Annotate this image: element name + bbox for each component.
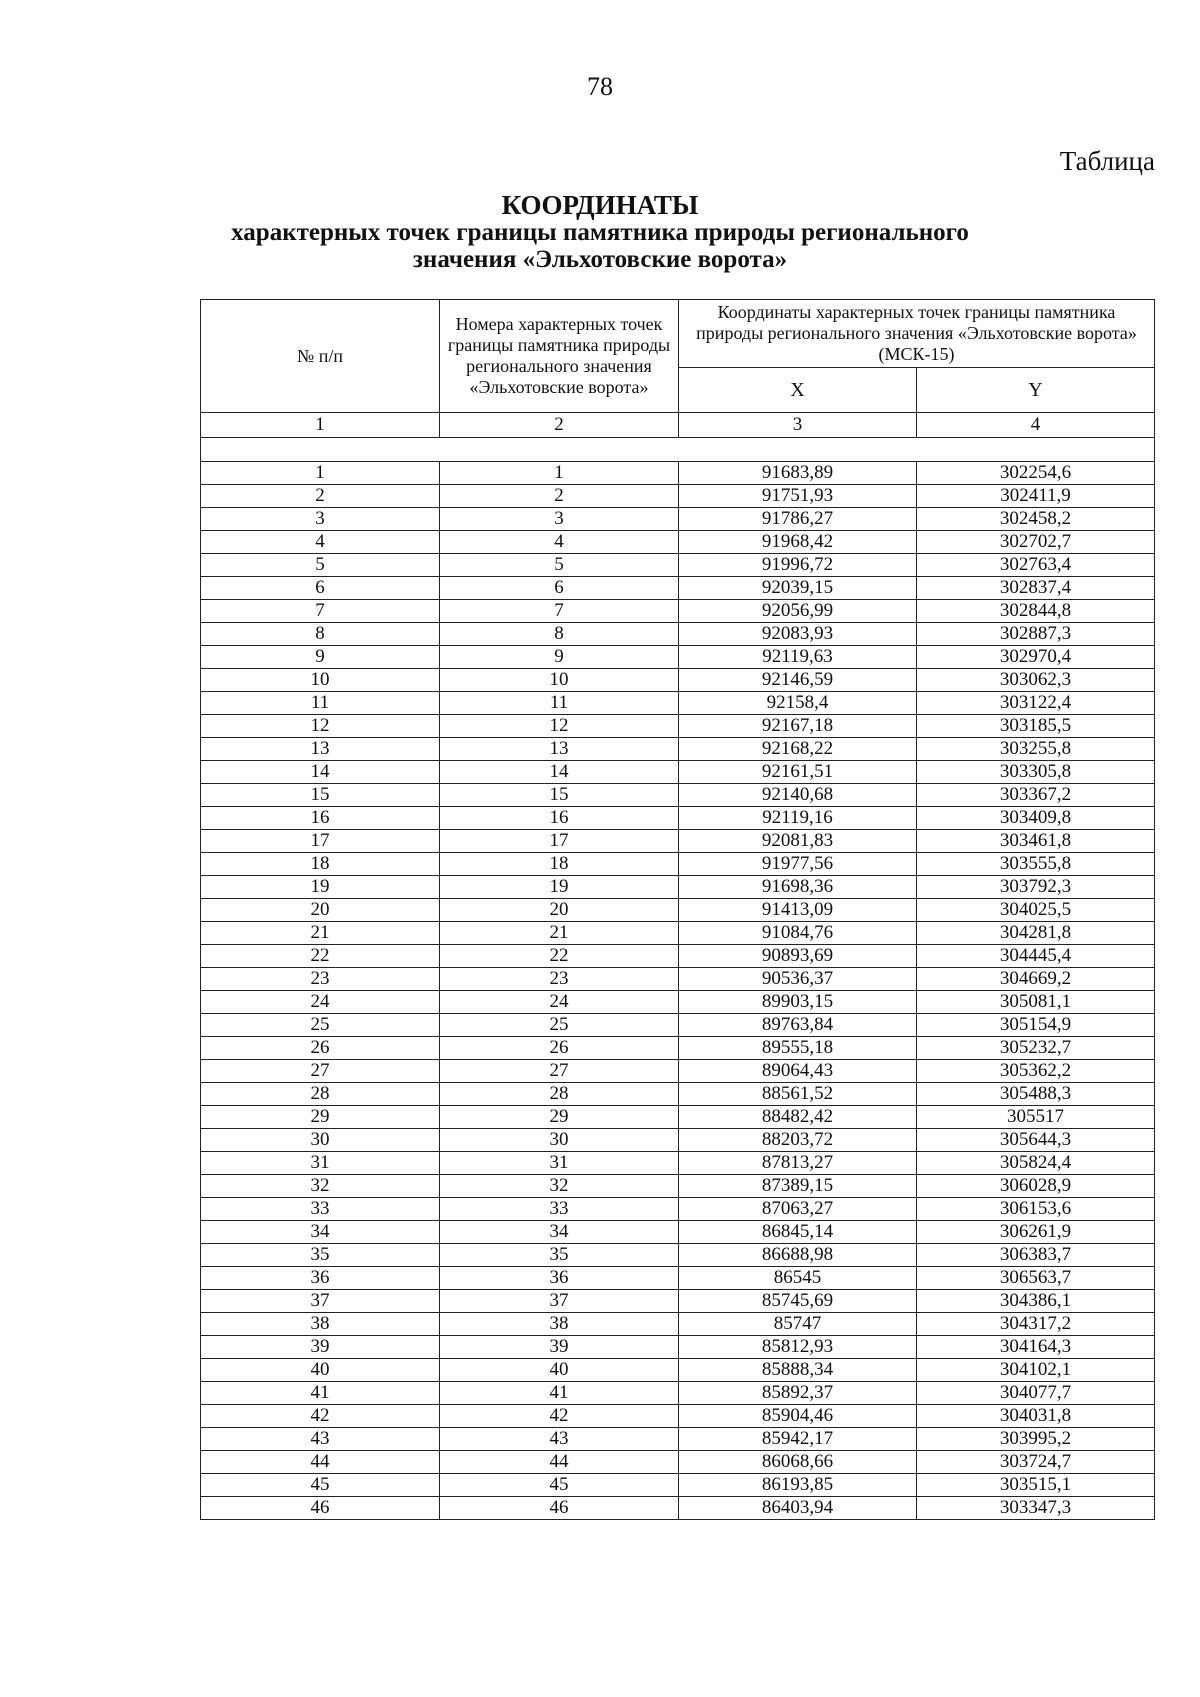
column-number-2: 2 <box>440 413 679 438</box>
cell-x: 91996,72 <box>679 554 917 577</box>
cell-x: 91084,76 <box>679 922 917 945</box>
table-row <box>201 1175 1155 1198</box>
cell-y: 303255,8 <box>917 738 1155 761</box>
cell-y: 302887,3 <box>917 623 1155 646</box>
cell-row-number: 14 <box>201 761 440 784</box>
cell-y: 304669,2 <box>917 968 1155 991</box>
cell-x: 92119,16 <box>679 807 917 830</box>
cell-point-number: 41 <box>440 1382 679 1405</box>
cell-row-number: 25 <box>201 1014 440 1037</box>
cell-y: 303995,2 <box>917 1428 1155 1451</box>
cell-row-number: 15 <box>201 784 440 807</box>
cell-x: 87063,27 <box>679 1198 917 1221</box>
cell-row-number: 46 <box>201 1497 440 1520</box>
cell-y: 305081,1 <box>917 991 1155 1014</box>
cell-y: 303461,8 <box>917 830 1155 853</box>
cell-point-number: 22 <box>440 945 679 968</box>
cell-y: 302702,7 <box>917 531 1155 554</box>
cell-y: 305232,7 <box>917 1037 1155 1060</box>
cell-point-number: 29 <box>440 1106 679 1129</box>
cell-point-number: 3 <box>440 508 679 531</box>
cell-row-number: 17 <box>201 830 440 853</box>
table-row <box>201 1129 1155 1152</box>
cell-y: 306563,7 <box>917 1267 1155 1290</box>
table-row <box>201 646 1155 669</box>
cell-x: 87813,27 <box>679 1152 917 1175</box>
cell-point-number: 36 <box>440 1267 679 1290</box>
table-row <box>201 1336 1155 1359</box>
cell-point-number: 9 <box>440 646 679 669</box>
cell-y: 302411,9 <box>917 485 1155 508</box>
cell-y: 304317,2 <box>917 1313 1155 1336</box>
coordinates-table <box>200 299 1155 1520</box>
cell-y: 304281,8 <box>917 922 1155 945</box>
cell-y: 302254,6 <box>917 462 1155 485</box>
table-row <box>201 1014 1155 1037</box>
cell-y: 302837,4 <box>917 577 1155 600</box>
cell-x: 91968,42 <box>679 531 917 554</box>
table-row <box>201 577 1155 600</box>
cell-point-number: 8 <box>440 623 679 646</box>
cell-point-number: 34 <box>440 1221 679 1244</box>
cell-point-number: 18 <box>440 853 679 876</box>
cell-x: 90536,37 <box>679 968 917 991</box>
cell-x: 86545 <box>679 1267 917 1290</box>
cell-x: 92119,63 <box>679 646 917 669</box>
table-row <box>201 1474 1155 1497</box>
table-row <box>201 600 1155 623</box>
table-row <box>201 1405 1155 1428</box>
cell-x: 86845,14 <box>679 1221 917 1244</box>
cell-row-number: 27 <box>201 1060 440 1083</box>
table-row <box>201 830 1155 853</box>
title-line-2: значения «Эльхотовские ворота» <box>412 246 788 273</box>
cell-y: 304386,1 <box>917 1290 1155 1313</box>
cell-point-number: 43 <box>440 1428 679 1451</box>
cell-y: 303409,8 <box>917 807 1155 830</box>
table-row <box>201 1106 1155 1129</box>
cell-row-number: 24 <box>201 991 440 1014</box>
table-row <box>201 1083 1155 1106</box>
cell-row-number: 32 <box>201 1175 440 1198</box>
cell-point-number: 19 <box>440 876 679 899</box>
table-row <box>201 1060 1155 1083</box>
cell-point-number: 32 <box>440 1175 679 1198</box>
cell-x: 89555,18 <box>679 1037 917 1060</box>
cell-point-number: 12 <box>440 715 679 738</box>
cell-row-number: 36 <box>201 1267 440 1290</box>
table-row <box>201 968 1155 991</box>
cell-y: 305488,3 <box>917 1083 1155 1106</box>
cell-point-number: 38 <box>440 1313 679 1336</box>
cell-y: 302763,4 <box>917 554 1155 577</box>
cell-row-number: 18 <box>201 853 440 876</box>
cell-x: 92083,93 <box>679 623 917 646</box>
cell-row-number: 12 <box>201 715 440 738</box>
title-line-1: характерных точек границы памятника природы регионального <box>231 219 969 246</box>
cell-y: 304031,8 <box>917 1405 1155 1428</box>
header-point-numbers: Номера характерных точек границы памятника природы регионального значения «Эльхотовские ворота» <box>440 300 679 413</box>
table-row <box>201 623 1155 646</box>
table-row <box>201 784 1155 807</box>
cell-x: 92056,99 <box>679 600 917 623</box>
header-x: X <box>679 368 917 413</box>
cell-x: 89064,43 <box>679 1060 917 1083</box>
table-row <box>201 922 1155 945</box>
cell-point-number: 14 <box>440 761 679 784</box>
table-row <box>201 715 1155 738</box>
cell-y: 304164,3 <box>917 1336 1155 1359</box>
cell-x: 91413,09 <box>679 899 917 922</box>
cell-y: 305824,4 <box>917 1152 1155 1175</box>
cell-point-number: 16 <box>440 807 679 830</box>
cell-point-number: 46 <box>440 1497 679 1520</box>
table-row <box>201 991 1155 1014</box>
title-main: КООРДИНАТЫ <box>501 190 699 220</box>
cell-x: 86403,94 <box>679 1497 917 1520</box>
cell-row-number: 29 <box>201 1106 440 1129</box>
cell-point-number: 2 <box>440 485 679 508</box>
cell-row-number: 13 <box>201 738 440 761</box>
cell-x: 88203,72 <box>679 1129 917 1152</box>
cell-point-number: 10 <box>440 669 679 692</box>
cell-x: 85747 <box>679 1313 917 1336</box>
table-row <box>201 1152 1155 1175</box>
cell-point-number: 15 <box>440 784 679 807</box>
cell-row-number: 42 <box>201 1405 440 1428</box>
cell-row-number: 9 <box>201 646 440 669</box>
table-label: Таблица <box>1059 146 1155 176</box>
cell-row-number: 41 <box>201 1382 440 1405</box>
table-row <box>201 945 1155 968</box>
cell-x: 85812,93 <box>679 1336 917 1359</box>
cell-x: 87389,15 <box>679 1175 917 1198</box>
cell-y: 305362,2 <box>917 1060 1155 1083</box>
table-row <box>201 485 1155 508</box>
column-number-1: 1 <box>201 413 440 438</box>
cell-row-number: 39 <box>201 1336 440 1359</box>
cell-point-number: 40 <box>440 1359 679 1382</box>
cell-row-number: 11 <box>201 692 440 715</box>
table-row <box>201 1313 1155 1336</box>
cell-y: 304445,4 <box>917 945 1155 968</box>
cell-row-number: 4 <box>201 531 440 554</box>
cell-x: 86193,85 <box>679 1474 917 1497</box>
cell-x: 92158,4 <box>679 692 917 715</box>
cell-y: 306261,9 <box>917 1221 1155 1244</box>
table-row <box>201 1037 1155 1060</box>
table-row <box>201 1198 1155 1221</box>
table-row <box>201 669 1155 692</box>
table-row <box>201 807 1155 830</box>
cell-row-number: 40 <box>201 1359 440 1382</box>
cell-row-number: 19 <box>201 876 440 899</box>
table-row <box>201 1267 1155 1290</box>
cell-row-number: 35 <box>201 1244 440 1267</box>
header-coordinates-group: Координаты характерных точек границы памятника природы регионального значения «Эльхотовские ворота» (МСК-15) <box>679 300 1155 368</box>
cell-x: 85892,37 <box>679 1382 917 1405</box>
table-row <box>201 899 1155 922</box>
cell-x: 86068,66 <box>679 1451 917 1474</box>
cell-row-number: 22 <box>201 945 440 968</box>
table-row <box>201 508 1155 531</box>
cell-x: 91751,93 <box>679 485 917 508</box>
cell-row-number: 30 <box>201 1129 440 1152</box>
table-row <box>201 1382 1155 1405</box>
cell-point-number: 23 <box>440 968 679 991</box>
table-row <box>201 761 1155 784</box>
cell-point-number: 4 <box>440 531 679 554</box>
column-number-3: 3 <box>679 413 917 438</box>
cell-x: 85745,69 <box>679 1290 917 1313</box>
table-row <box>201 554 1155 577</box>
cell-row-number: 31 <box>201 1152 440 1175</box>
cell-point-number: 33 <box>440 1198 679 1221</box>
cell-row-number: 8 <box>201 623 440 646</box>
cell-x: 91786,27 <box>679 508 917 531</box>
page-number: 78 <box>587 72 613 101</box>
cell-y: 306383,7 <box>917 1244 1155 1267</box>
cell-point-number: 44 <box>440 1451 679 1474</box>
cell-x: 91977,56 <box>679 853 917 876</box>
cell-y: 306028,9 <box>917 1175 1155 1198</box>
table-row <box>201 738 1155 761</box>
cell-x: 85904,46 <box>679 1405 917 1428</box>
cell-x: 89903,15 <box>679 991 917 1014</box>
table-row <box>201 1290 1155 1313</box>
cell-y: 304102,1 <box>917 1359 1155 1382</box>
cell-point-number: 28 <box>440 1083 679 1106</box>
table-row <box>201 853 1155 876</box>
table-row <box>201 462 1155 485</box>
table-row <box>201 1221 1155 1244</box>
cell-y: 303122,4 <box>917 692 1155 715</box>
cell-x: 89763,84 <box>679 1014 917 1037</box>
table-row <box>201 531 1155 554</box>
table-row <box>201 1428 1155 1451</box>
cell-row-number: 37 <box>201 1290 440 1313</box>
cell-x: 90893,69 <box>679 945 917 968</box>
cell-y: 303367,2 <box>917 784 1155 807</box>
cell-point-number: 30 <box>440 1129 679 1152</box>
cell-point-number: 13 <box>440 738 679 761</box>
cell-row-number: 10 <box>201 669 440 692</box>
cell-y: 305154,9 <box>917 1014 1155 1037</box>
cell-y: 305517 <box>917 1106 1155 1129</box>
cell-x: 85888,34 <box>679 1359 917 1382</box>
cell-y: 306153,6 <box>917 1198 1155 1221</box>
cell-point-number: 25 <box>440 1014 679 1037</box>
cell-y: 303185,5 <box>917 715 1155 738</box>
cell-x: 92140,68 <box>679 784 917 807</box>
cell-x: 92146,59 <box>679 669 917 692</box>
cell-y: 303062,3 <box>917 669 1155 692</box>
cell-point-number: 24 <box>440 991 679 1014</box>
table-row <box>201 1244 1155 1267</box>
cell-point-number: 20 <box>440 899 679 922</box>
cell-x: 85942,17 <box>679 1428 917 1451</box>
cell-row-number: 33 <box>201 1198 440 1221</box>
cell-x: 88482,42 <box>679 1106 917 1129</box>
cell-row-number: 44 <box>201 1451 440 1474</box>
cell-row-number: 20 <box>201 899 440 922</box>
table-row <box>201 1451 1155 1474</box>
cell-x: 92168,22 <box>679 738 917 761</box>
cell-point-number: 7 <box>440 600 679 623</box>
cell-y: 303792,3 <box>917 876 1155 899</box>
cell-x: 88561,52 <box>679 1083 917 1106</box>
cell-y: 305644,3 <box>917 1129 1155 1152</box>
cell-y: 303305,8 <box>917 761 1155 784</box>
cell-x: 86688,98 <box>679 1244 917 1267</box>
cell-y: 302844,8 <box>917 600 1155 623</box>
cell-y: 302458,2 <box>917 508 1155 531</box>
cell-point-number: 27 <box>440 1060 679 1083</box>
cell-point-number: 26 <box>440 1037 679 1060</box>
cell-x: 92039,15 <box>679 577 917 600</box>
cell-y: 303555,8 <box>917 853 1155 876</box>
cell-y: 303724,7 <box>917 1451 1155 1474</box>
cell-row-number: 21 <box>201 922 440 945</box>
cell-point-number: 42 <box>440 1405 679 1428</box>
cell-point-number: 21 <box>440 922 679 945</box>
column-number-4: 4 <box>917 413 1155 438</box>
table-row <box>201 1497 1155 1520</box>
cell-row-number: 6 <box>201 577 440 600</box>
blank-separator-row <box>201 438 1155 462</box>
cell-row-number: 2 <box>201 485 440 508</box>
cell-row-number: 5 <box>201 554 440 577</box>
cell-point-number: 37 <box>440 1290 679 1313</box>
cell-point-number: 45 <box>440 1474 679 1497</box>
cell-x: 92161,51 <box>679 761 917 784</box>
cell-row-number: 34 <box>201 1221 440 1244</box>
table-header <box>201 300 1155 462</box>
header-y: Y <box>917 368 1155 413</box>
cell-point-number: 5 <box>440 554 679 577</box>
cell-x: 91683,89 <box>679 462 917 485</box>
cell-row-number: 3 <box>201 508 440 531</box>
cell-point-number: 31 <box>440 1152 679 1175</box>
cell-point-number: 35 <box>440 1244 679 1267</box>
cell-row-number: 45 <box>201 1474 440 1497</box>
cell-y: 303515,1 <box>917 1474 1155 1497</box>
cell-point-number: 17 <box>440 830 679 853</box>
table-row <box>201 1359 1155 1382</box>
cell-x: 92081,83 <box>679 830 917 853</box>
cell-x: 91698,36 <box>679 876 917 899</box>
cell-row-number: 43 <box>201 1428 440 1451</box>
cell-row-number: 7 <box>201 600 440 623</box>
cell-row-number: 28 <box>201 1083 440 1106</box>
document-title <box>0 192 1200 273</box>
table-body <box>201 462 1155 1520</box>
cell-row-number: 16 <box>201 807 440 830</box>
cell-point-number: 1 <box>440 462 679 485</box>
cell-point-number: 11 <box>440 692 679 715</box>
cell-row-number: 23 <box>201 968 440 991</box>
cell-y: 302970,4 <box>917 646 1155 669</box>
cell-row-number: 26 <box>201 1037 440 1060</box>
header-number: № п/п <box>201 300 440 413</box>
cell-row-number: 1 <box>201 462 440 485</box>
cell-y: 304077,7 <box>917 1382 1155 1405</box>
cell-y: 303347,3 <box>917 1497 1155 1520</box>
cell-point-number: 6 <box>440 577 679 600</box>
cell-point-number: 39 <box>440 1336 679 1359</box>
table-row <box>201 876 1155 899</box>
cell-y: 304025,5 <box>917 899 1155 922</box>
cell-x: 92167,18 <box>679 715 917 738</box>
table-row <box>201 692 1155 715</box>
cell-row-number: 38 <box>201 1313 440 1336</box>
